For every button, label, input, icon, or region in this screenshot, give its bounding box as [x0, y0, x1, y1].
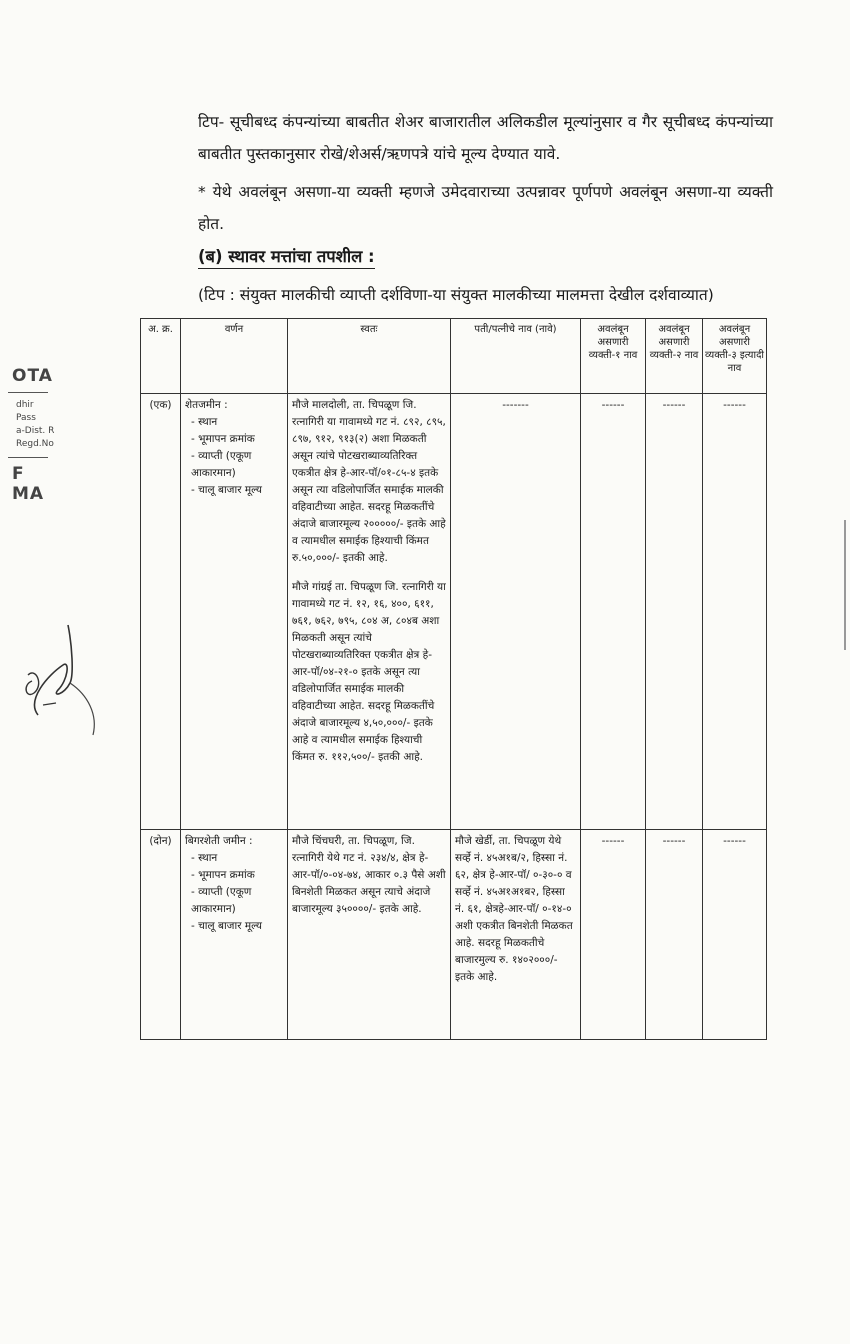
self-paragraph-1: मौजे मालदोली, ता. चिपळूण जि. रत्नागिरी या गावामध्ये गट नं. ८९२, ८९५, ८९७, ९१२, ९१३(२) अशा मिळकती असून त्यांचे पोटखराब्याव्यतिरिक्त एकत्रीत क्षेत्र हे-आर-पॉ/०१-८५-४ इतके असून त्या वडिलोपार्जित समाईक मालकी वहिवाटीच्या आहेत. सदरहू मिळकतींचे अंदाजे बाजारमूल्य २०००००/- इतके आहे व त्यामधील समाईक हिश्याची किंमत रु.५०,०००/- इतकी आहे. [292, 399, 446, 564]
self-paragraph-1: मौजे चिंचघरी, ता. चिपळूण, जि. रत्नागिरी येथे गट नं. २३४/४, क्षेत्र हे-आर-पॉ/०-०४-७४, आकार ०.३ पैसे अशी बिनशेती मिळकत असून त्याचे अंदाजे बाजारमूल्य ३५००००/- इतके आहे. [292, 835, 446, 915]
row-dependent-3: ------ [703, 394, 767, 830]
note-dependents: * येथे अवलंबून असणा-या व्यक्ती म्हणजे उमेदवाराच्या उत्पन्नावर पूर्णपणे अवलंबून असणा-या व्यक्ती होत. [198, 183, 773, 233]
row-self-details [288, 394, 451, 830]
handwritten-signature [8, 605, 108, 745]
stamp-line: dhir Pass [16, 400, 36, 423]
row-spouse: मौजे खेर्डी, ता. चिपळूण येथे सर्व्हे नं. ४५अ१ब/२, हिस्सा नं. ६२, क्षेत्र हे-आर-पॉ/ ०-३०-० व सर्व्हे नं. ४५अ१अ१ब२, हिस्सा नं. ६१, क्षेत्रहे-आर-पॉ/ ०-१४-० अशी एकत्रीत बिनशेती मिळकत आहे. सदरहू मिळकतीचे बाजारमुल्य रु. १४०२०००/- इतके आहे. [451, 830, 581, 1040]
notary-stamp-fragment [0, 366, 56, 504]
immovable-assets-table [140, 318, 767, 1040]
row-serial: (दोन) [141, 830, 181, 1040]
stamp-text-top: OTA [12, 366, 53, 386]
row-serial: (एक) [141, 394, 181, 830]
description-item: - व्याप्ती (एकूण आकारमान) [191, 450, 252, 479]
header-serial: अ. क्र. [141, 319, 181, 394]
row-spouse: ------- [451, 394, 581, 830]
description-title: बिगरशेती जमीन : [185, 835, 253, 847]
header-dependent-2: अवलंबून असणारी व्यक्ती-२ नाव [646, 319, 703, 394]
header-dependent-3: अवलंबून असणारी व्यक्ती-३ इत्यादी नाव [703, 319, 767, 394]
header-description: वर्णन [181, 319, 288, 394]
row-description [181, 830, 288, 1040]
table-header-row [141, 319, 767, 394]
self-paragraph-2: मौजे गांग्रई ता. चिपळूण जि. रत्नागिरी या गावामध्ये गट नं. १२, १६, ४००, ६११, ७६१, ७६२, ७९५, ८०४ अ, ८०४ब अशा मिळकती असून त्यांचे पोटखराब्याव्यतिरिक्त एकत्रीत क्षेत्र हे-आर-पॉ/०४-२१-० इतके असून त्या वडिलोपार्जित समाईक मालकी वहिवाटीच्या आहेत. सदरहू मिळकतींचे अंदाजे बाजारमूल्य ४,५०,०००/- इतके आहे व त्यामधील समाईक हिश्याची किंमत रु. ११२,५००/- इतकी आहे. [292, 581, 446, 763]
row-dependent-1: ------ [581, 830, 646, 1040]
stamp-text-bottom: F MA [12, 464, 45, 504]
header-spouse: पती/पत्नीचे नाव (नावे) [451, 319, 581, 394]
table-row [141, 830, 767, 1040]
description-item: - भूमापन क्रमांक [191, 433, 255, 445]
row-self-details [288, 830, 451, 1040]
scan-edge-mark [844, 520, 846, 650]
row-dependent-2: ------ [646, 830, 703, 1040]
note-listed-companies: टिप- सूचीबध्द कंपन्यांच्या बाबतीत शेअर बाजारातील अलिकडील मूल्यांनुसार व गैर सूचीबध्द कंपन्यांच्या बाबतीत पुस्तकानुसार रोखे/शेअर्स/ऋणपत्रे यांचे मूल्य देण्यात यावे. [198, 113, 773, 163]
description-item: - चालू बाजार मूल्य [191, 484, 262, 496]
row-description [181, 394, 288, 830]
description-item: - स्थान [191, 852, 218, 864]
description-title: शेतजमीन : [185, 399, 228, 411]
row-dependent-2: ------ [646, 394, 703, 830]
table-row [141, 394, 767, 830]
section-subnote: (टिप : संयुक्त मालकीची व्याप्ती दर्शविणा-या संयुक्त मालकीच्या मालमत्ता देखील दर्शवाव्यात) [198, 286, 714, 304]
description-item: - चालू बाजार मूल्य [191, 920, 262, 932]
row-dependent-3: ------ [703, 830, 767, 1040]
stamp-line: Regd.No [16, 439, 54, 449]
row-dependent-1: ------ [581, 394, 646, 830]
section-heading: (ब) स्थावर मत्तांचा तपशील : [198, 244, 375, 269]
description-item: - स्थान [191, 416, 218, 428]
description-item: - भूमापन क्रमांक [191, 869, 255, 881]
header-dependent-1: अवलंबून असणारी व्यक्ती-१ नाव [581, 319, 646, 394]
header-self: स्वतः [288, 319, 451, 394]
description-item: - व्याप्ती (एकूण आकारमान) [191, 886, 252, 915]
stamp-line: a-Dist. R [16, 426, 55, 436]
